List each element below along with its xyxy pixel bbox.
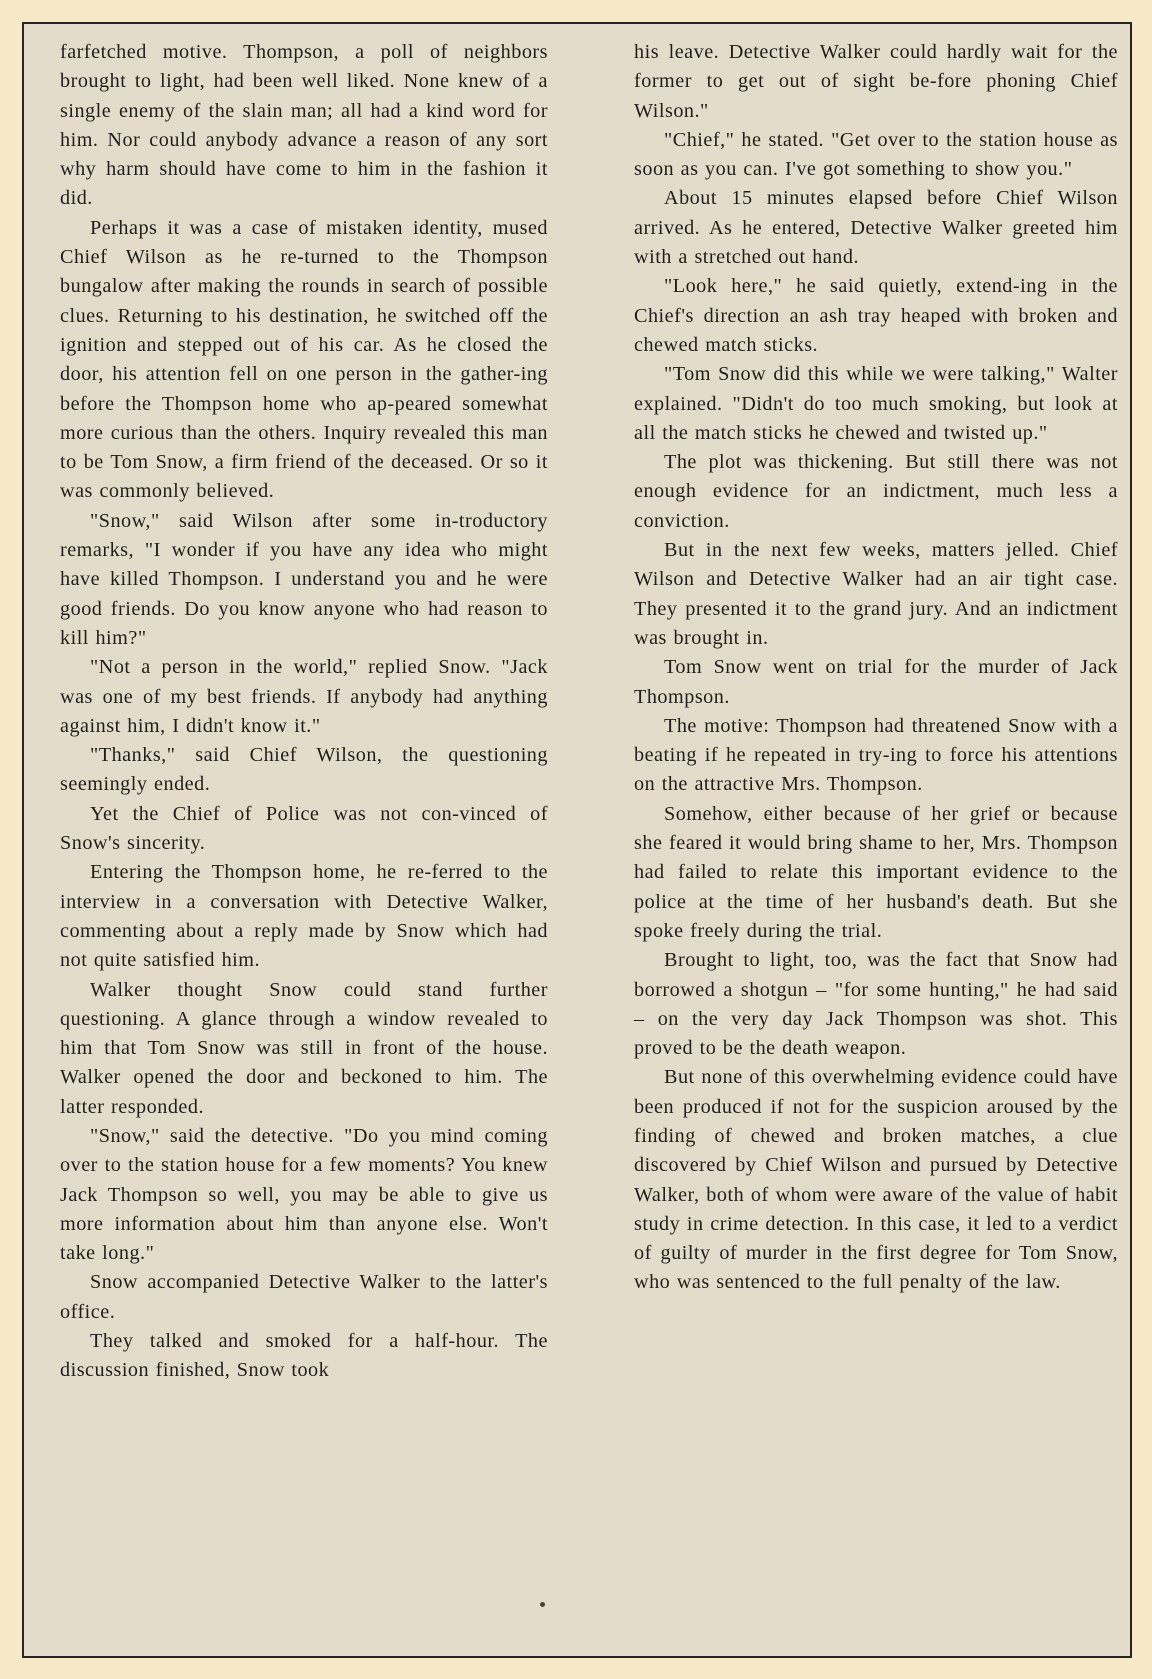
paragraph: They talked and smoked for a half-hour. The discussion finished, Snow took (60, 1330, 548, 1382)
paragraph: But in the next few weeks, matters jelled. Chief Wilson and Detective Walker had an air tight case. They presented it to the grand jury. And an indictment was brought in. (634, 539, 1118, 649)
paragraph: "Snow," said the detective. "Do you mind coming over to the station house for a few moments? You knew Jack Thompson so well, you may be able to give us more information about him than anyone else. Won't take long." (60, 1124, 548, 1265)
paragraph: his leave. Detective Walker could hardly wait for the former to get out of sight be-fore phoning Chief Wilson." (634, 41, 1118, 122)
paragraph: Yet the Chief of Police was not con-vinced of Snow's sincerity. (60, 802, 548, 855)
paragraph: "Thanks," said Chief Wilson, the questioning seemingly ended. (60, 744, 548, 796)
print-speck (540, 1602, 545, 1607)
paragraph: Somehow, either because of her grief or because she feared it would bring shame to her, Mrs. Thompson had failed to relate this important evidence to the police at the time of her husband's death. But she spoke freely during the trial. (634, 802, 1118, 942)
paragraph: "Chief," he stated. "Get over to the station house as soon as you can. I've got something to show you." (634, 128, 1118, 181)
paragraph: "Not a person in the world," replied Snow. "Jack was one of my best friends. If anybody had anything against him, I didn't know it." (60, 656, 548, 737)
paragraph: Perhaps it was a case of mistaken identity, mused Chief Wilson as he re-turned to the Thompson bungalow after making the rounds in search of possible clues. Returning to his destination, he switched off the ignition and stepped out of his car. As he closed the door, his attention fell on one person in the gather-ing before the Thompson home who ap-peared somewhat more curious than the others. Inquiry revealed this man to be Tom Snow, a firm friend of the deceased. Or so it was commonly believed. (60, 216, 548, 503)
paragraph: Brought to light, too, was the fact that Snow had borrowed a shotgun – "for some hunting," he had said – on the very day Jack Thompson was shot. This proved to be the death weapon. (634, 949, 1118, 1060)
paragraph: About 15 minutes elapsed before Chief Wilson arrived. As he entered, Detective Walker greeted him with a stretched out hand. (634, 187, 1118, 269)
page-frame (22, 22, 1132, 1658)
right-column (634, 38, 1118, 1298)
paragraph: Walker thought Snow could stand further questioning. A glance through a window revealed to him that Tom Snow was still in front of the house. Walker opened the door and beckoned to him. The latter responded. (60, 978, 548, 1118)
paragraph: The motive: Thompson had threatened Snow with a beating if he repeated in try-ing to force his attentions on the attractive Mrs. Thompson. (634, 714, 1118, 796)
paragraph: farfetched motive. Thompson, a poll of neighbors brought to light, had been well liked. None knew of a single enemy of the slain man; all had a kind word for him. Nor could anybody advance a reason of any sort why harm should have come to him in the fashion it did. (60, 41, 548, 210)
paragraph: But none of this overwhelming evidence could have been produced if not for the suspicion aroused by the finding of chewed and broken matches, a clue discovered by Chief Wilson and pursued by Detective Walker, both of whom were aware of the value of habit study in crime detection. In this case, it led to a verdict of guilty of murder in the first degree for Tom Snow, who was sentenced to the full penalty of the law. (634, 1066, 1118, 1294)
paragraph: "Tom Snow did this while we were talking," Walter explained. "Didn't do too much smoking, but look at all the match sticks he chewed and twisted up." (634, 363, 1118, 444)
left-column (60, 38, 548, 1386)
paragraph: "Snow," said Wilson after some in-troductory remarks, "I wonder if you have any idea who might have killed Thompson. I understand you and he were good friends. Do you know anyone who had reason to kill him?" (60, 509, 548, 649)
paragraph: "Look here," he said quietly, extend-ing in the Chief's direction an ash tray heaped with broken and chewed match sticks. (634, 275, 1118, 356)
paragraph: The plot was thickening. But still there was not enough evidence for an indictment, much less a conviction. (634, 451, 1118, 532)
paragraph: Entering the Thompson home, he re-ferred to the interview in a conversation with Detective Walker, commenting about a reply made by Snow which had not quite satisfied him. (60, 861, 548, 972)
paragraph: Snow accompanied Detective Walker to the latter's office. (60, 1271, 548, 1323)
paragraph: Tom Snow went on trial for the murder of Jack Thompson. (634, 656, 1118, 708)
